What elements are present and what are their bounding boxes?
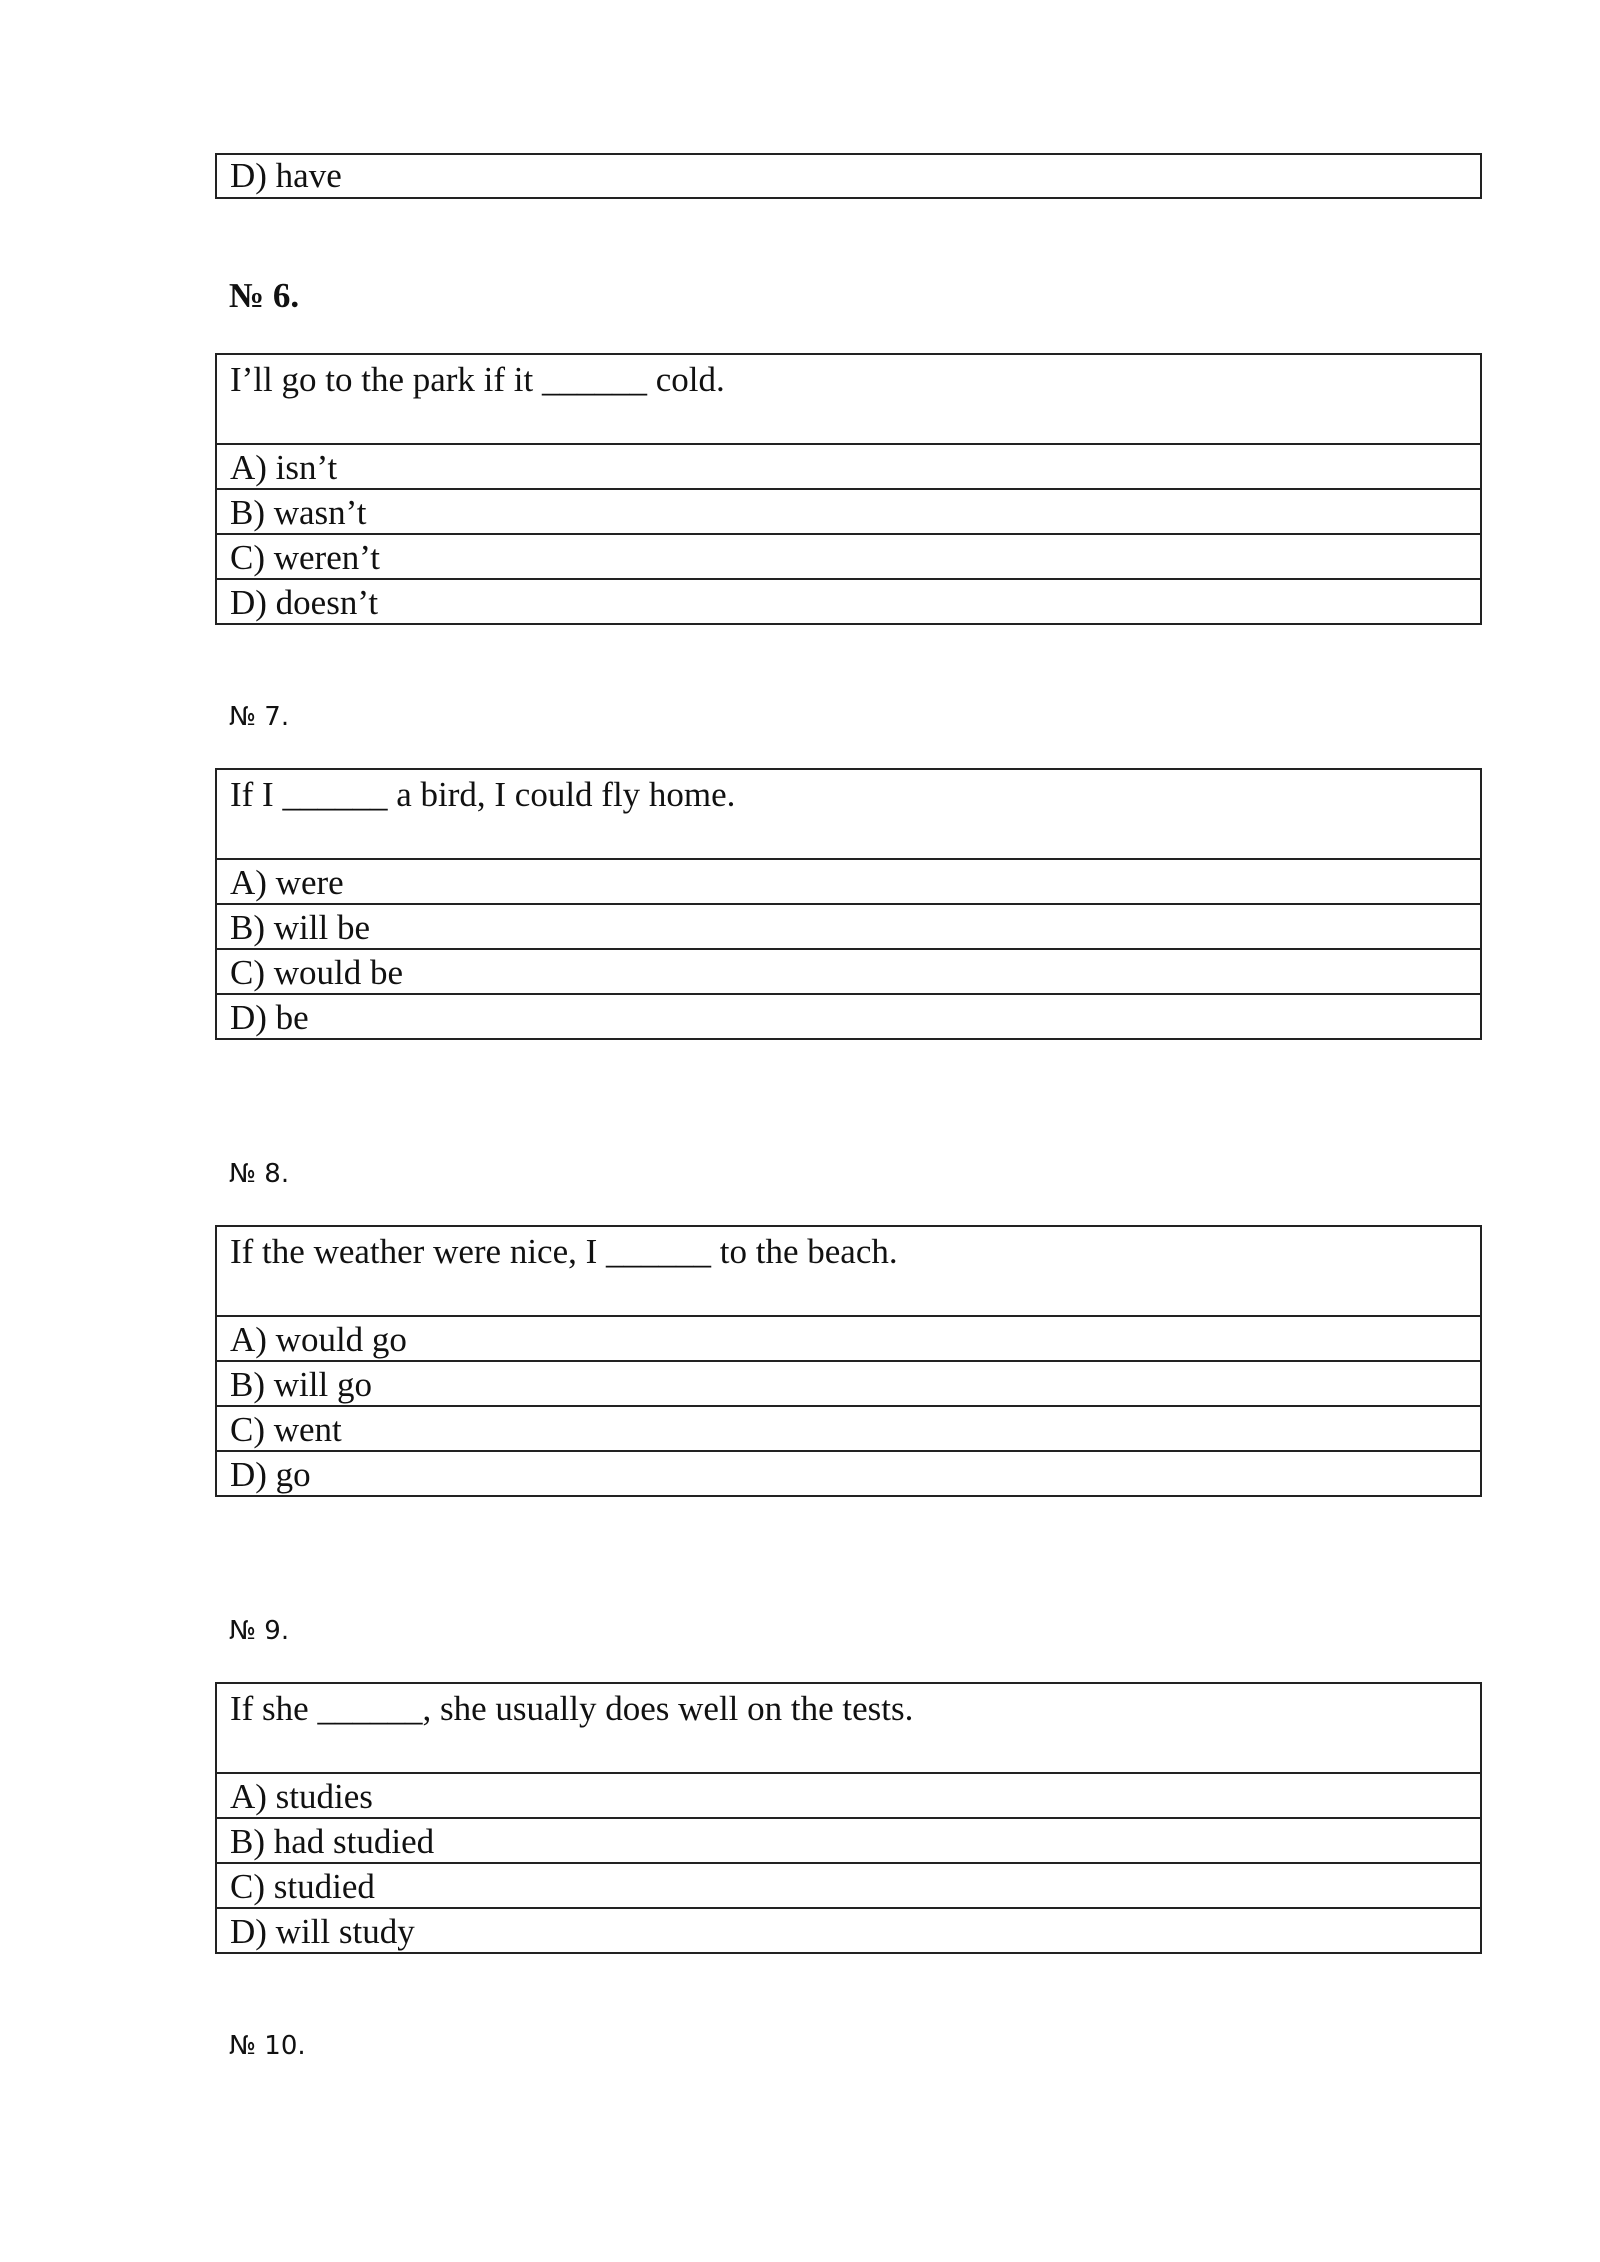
question-number-9: № 9. (229, 1616, 290, 1646)
option-d[interactable]: D) will study (217, 1907, 1480, 1952)
question-box-9 (215, 1682, 1482, 1954)
question-number-8: № 8. (229, 1159, 290, 1189)
option-d: D) have (230, 156, 342, 195)
option-b[interactable]: B) had studied (217, 1817, 1480, 1862)
option-a[interactable]: A) isn’t (217, 443, 1480, 488)
question-text: If she ______, she usually does well on the tests. (230, 1689, 914, 1728)
option-c[interactable]: C) weren’t (217, 533, 1480, 578)
option-d[interactable]: D) go (217, 1450, 1480, 1495)
option-c[interactable]: C) would be (217, 948, 1480, 993)
question-text: If the weather were nice, I ______ to the beach. (230, 1232, 898, 1271)
question-box-7 (215, 768, 1482, 1040)
question-text: I’ll go to the park if it ______ cold. (230, 360, 725, 399)
option-d[interactable]: D) be (217, 993, 1480, 1038)
option-b[interactable]: B) will go (217, 1360, 1480, 1405)
option-c[interactable]: C) went (217, 1405, 1480, 1450)
question-number-7: № 7. (229, 702, 290, 732)
question-box-8 (215, 1225, 1482, 1497)
option-b[interactable]: B) will be (217, 903, 1480, 948)
option-a[interactable]: A) would go (217, 1315, 1480, 1360)
question-box-6 (215, 353, 1482, 625)
option-d[interactable]: D) doesn’t (217, 578, 1480, 623)
option-a[interactable]: A) studies (217, 1772, 1480, 1817)
option-c[interactable]: C) studied (217, 1862, 1480, 1907)
option-a[interactable]: A) were (217, 858, 1480, 903)
question-number-10: № 10. (229, 2031, 306, 2061)
carryover-option-box (215, 153, 1482, 199)
question-text: If I ______ a bird, I could fly home. (230, 775, 736, 814)
question-number-6: № 6. (229, 276, 300, 315)
option-b[interactable]: B) wasn’t (217, 488, 1480, 533)
